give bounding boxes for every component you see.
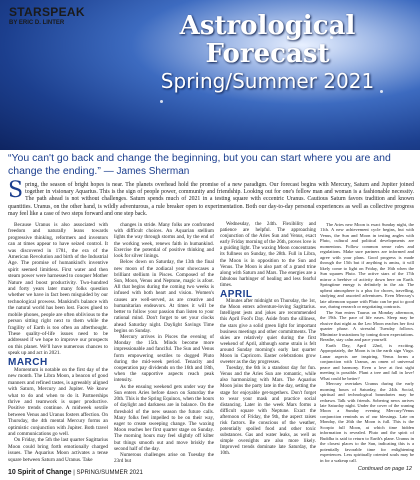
body-paragraph: Mercury arrives in Pisces the evening of Monday the 15th. Minds become more impressionable and fanciful. The Sun and Venus form empowering sextiles to dogged Pluto during the mid-week period. Tenacity and cooperation pay dividends on the 16th and 18th, when the supportive aspects reach peak intensity.	[114, 333, 214, 384]
body-column-4	[320, 222, 414, 463]
body-paragraph: Below down on Saturday, the 13th the final new moon of the zodiacal year showcases a brilliant stellium in Pisces. Composed of the Sun, Moon, Venus and Neptune, magic is afoot. All that begins during the coming two weeks is infused with both heart and vision. Women's causes are well-served, as are creative and humanitarian endeavors. At times it will be better to follow your passion than listen to your rational mind. Don't forget to set your clocks ahead Saturday night. Daylight Savings Time begins on Sunday.	[114, 259, 214, 334]
star-sparkle	[160, 100, 163, 103]
byline: BY ERIC D. LINTER	[9, 20, 65, 26]
body-paragraph: changes in stride. Many folks are confronted with difficult choices. An Aquarian stellium lights the way through storms and, by the end of the working week, renews faith in humankind. Exercise the potential of positive thinking and look for silver linings.	[114, 222, 214, 260]
section-heading-april: APRIL	[220, 289, 253, 301]
column-name: STARSPEAK	[9, 5, 85, 19]
body-paragraph: Mercury overtakes Uranus during the early morning hours of Saturday, the 24th. Social, spiritual and technological boundaries may be redrawn. Talk with friends. Sobering news arrives late Saturday night. Under the cover of the waning Moon a Sunday evening Mercury/Venus conjunction reminds us of our blessings. Late on Monday, the 26th the Moon is full. This is the Scorpio full Moon, at which time hidden information is revealed. Pluto and the spirit of Buddha is said to return to Earth's plane. Uranus in the closest places to the Sun, indicating this is a potentially favorable time for enlightening experiences. Less spiritually oriented souls may be in for a wakeup call.	[320, 381, 414, 463]
pull-quote	[8, 152, 418, 178]
body-column-3	[220, 222, 316, 458]
quote-text: “You can't go back and change the beginning, but you can start where you are and change the ending.”	[8, 152, 391, 177]
title-line-3: Spring/Summer 2021	[160, 69, 375, 93]
page-footer: 10 Spirit of Change | SPRING/SUMMER 2021	[8, 469, 143, 476]
column-kicker	[9, 5, 85, 26]
body-paragraph: Because Uranus is also associated with freedom and naturally leans towards progressive thinking, reformers and inventors can at times appear to have seized control. It was discovered in 1781, the era of the American Revolution and birth of the Industrial Age. The promise of humankind's inventive spirit seemed limitless. First water and then steam power were harnessed to conquer Mother Nature and boost productivity. Two-hundred and forty years later many folks question whether we have in fact been misguided by our technological prowess. Mankind's balance with the natural world has been lost. Faces glued to mobile phones, people are often oblivious to the person sitting right next to them while the fragility of Earth is too often an afterthought. These quality-of-life issues need to be addressed if we hope to improve our prospects on this planet. We'll have numerous chances to speak up and act in 2021.	[8, 222, 108, 357]
body-column-2	[114, 222, 214, 465]
quote-author: — James Sherman	[103, 166, 190, 177]
body-paragraph: Numerous challenges arise on Tuesday the 23rd but	[114, 452, 214, 465]
body-column-1	[8, 222, 108, 463]
body-paragraph: The Aries new Moon is exact Sunday night, the 11th. A new achievement cycle begins, but with Venus, the Sun and Moon in testing angles with Pluto, cultural and political developments are momentous. Follow common sense rules and regulations. Make sure partners are informed and agree with your plans. Good progress is made through the 15th but if anything is amiss, it will likely come to light on Friday, the 16th when the Sun squares Pluto. The active stars of the 17th mirror a beehive of activity down here on Earth. Springtime energy is definitely in the air. The upbeat atmosphere is a plus for chores, travelling, studying and assorted adventures. Even Mercury's late afternoon square with Pluto can be put to good use, during research or negotiating contracts.	[320, 222, 414, 310]
page-number: 10	[8, 469, 16, 476]
drop-cap: S	[8, 178, 24, 203]
issue-label: SPRING/SUMMER 2021	[76, 470, 143, 476]
body-paragraph: Tuesday, the 6th is a standout day for fun. Venus and the Aries Sun are romantic, while also harmonizing with Mars. The Aquarius Moon joins the party late in the day, setting the stage for enjoyable get-togethers. Don't forget to wear your mask and practice social distancing. Later in the week Mars forms a difficult square with Neptune. Exact the afternoon of Friday, the 9th, the aspect raises risk factors. Be conscious of the weather, potentially spoiled food and other toxic substances. Gas and water leaks, as well as simple oversights are also more likely. Improved trends dominate late Saturday, the 10th.	[220, 366, 316, 457]
title-line-2: Forecast	[205, 39, 330, 69]
intro-paragraph	[8, 178, 414, 218]
continued-note: Continued on page 12	[357, 466, 412, 472]
magazine-name: Spirit of Change	[17, 469, 72, 476]
hero-banner	[0, 0, 420, 150]
body-paragraph: Wednesday, the 24th. Flexibility and patience are helpful. The approaching conjunction of the Aries Sun and Venus, exact early Friday morning of the 26th, proves love is a guiding light. The waxing Moon concentrates its fullness on Sunday, the 28th. Full in Libra, the Moon is in opposition to the Sun and Venus. The Moon is also part of a grand trine along with Saturn and Mars. The energies are a fabulous harbinger of healing and less fearful times.	[220, 222, 316, 288]
body-paragraph: As the ensuing weekend gets under way the Sun enters Aries before dawn on Saturday the 20th. This is the Spring Equinox, when the hours of daylight and darkness are in balance. On the threshold of the new season the future calls. Many folks feel impelled to be on their way, eager to create sweeping change. The waxing Moon reaches her first quarter stage on Sunday. The morning hours may feel slightly off kilter but things smooth out and move briskly the second half of the day.	[114, 383, 214, 452]
body-paragraph: On Friday, the 5th the last quarter Sagittarius Moon could bring forth emotionally charged issues. The Aquarius Moon activates a tense square between Saturn and Uranus. Take	[8, 437, 108, 463]
title-line-1: Astrological	[179, 11, 356, 41]
body-paragraph: Minutes after midnight on Thursday, the 1st, the Moon enters adventure-loving Sagittarius. Intelligent jests and jokes are recommended this April Fool's Day. Aside from the silliness, the stars give a solid green light for important business meetings and other commitments. The skies are relatively quiet during the first weekend of April, although some strain is felt around Sunday morning's early last quarter Moon in Capricorn. Easter celebrations grow sweeter as the day progresses.	[220, 299, 316, 366]
page-title	[120, 12, 415, 94]
body-paragraph: The Sun enters Taurus on Monday afternoon, the 19th. The pace of life eases. Sleep may be elusive that night as the Leo Moon reaches her first quarter phase. A stressful Tuesday follows. Minimize frustrations by toning down expectations. Breathe, stay calm and pace yourself.	[320, 309, 414, 343]
body-paragraph: Earth Day, April 22nd, is exciting. Appropriately, the Moon is in the earth sign Virgo. Lunar aspects are inspiring. Venus forms a conjunction with Uranus, an omen of universal peace and harmony. Even a love at first sight meeting is possible. Plant a tree and fall in love! What could be better?	[320, 342, 414, 381]
intro-text: pring, the season of bright hopes is near. The planets overhead hold the promise of a new paradigm. Our forecast begins with Mercury, Saturn and Jupiter joined together in visionary Aquarius. This is the sign of people power, community and friendship. Looking out for one's fellow man and woman is a fashionable necessity. The path ahead is not without challenges. Saturn spends much of 2021 in a testing square with eccentric Uranus. Cautious Saturn favors tradition and known quantities. Uranus, on the other hand, is wildly adventurous, a rule breaker open to experimentation. Both our day-to-day personal experiences as well as collective progress may feel like a case of two steps forward and one step back.	[8, 182, 414, 217]
section-heading-march: MARCH	[8, 356, 48, 368]
body-paragraph: Momentum is notable on the first day of the new month. The Libra Moon, a beacon of good manners and refined tastes, is agreeably aligned with Saturn, Mercury and Jupiter. We know what to do and when to do it. Partnerships thrive and teamwork is super productive. Positive trends continue. A midweek sextile between Venus and Uranus fosters affection. On Thursday, the 4th mental Mercury forms an optimistic conjunction with Jupiter. Both travel and communications go well.	[8, 366, 108, 437]
